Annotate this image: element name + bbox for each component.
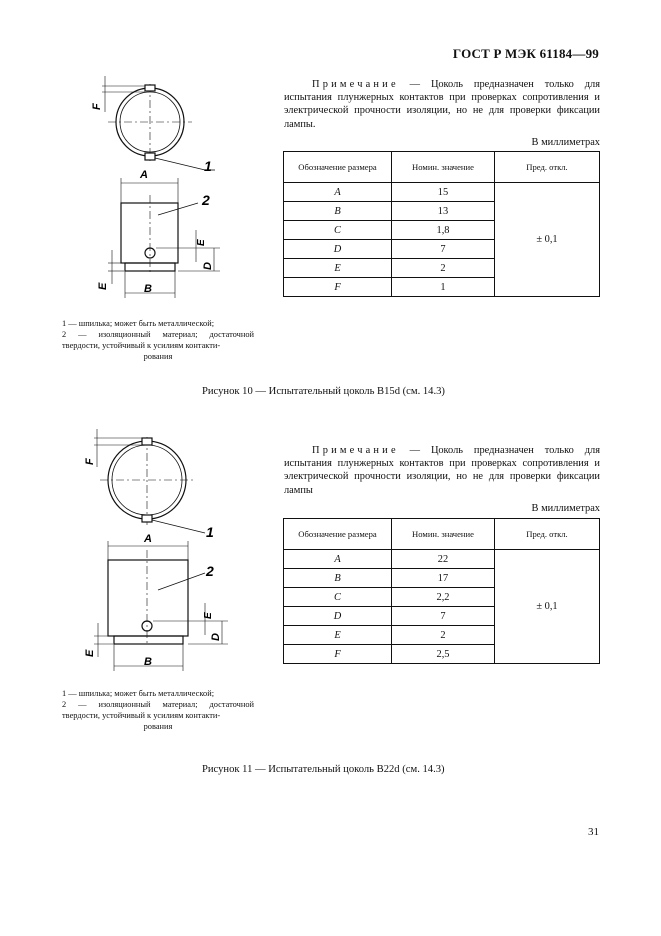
dim-F-label: F xyxy=(91,103,103,110)
col-header-tolerance: Пред. откл. xyxy=(495,152,600,183)
pin-bottom xyxy=(142,515,152,522)
row-value: 17 xyxy=(392,569,495,588)
base-body-side xyxy=(121,203,178,263)
dim-D-label: D xyxy=(202,262,214,270)
row-value: 7 xyxy=(392,607,495,626)
figure-10-note: Примечание — Цоколь предназначен только для испытания плунжерных контактов при проверках сопротивления и электрической прочности изоляции, но не для проверки фиксации лампы. xyxy=(284,79,600,130)
row-symbol: E xyxy=(284,259,392,278)
row-value: 13 xyxy=(392,202,495,221)
row-symbol: C xyxy=(284,588,392,607)
callout-1: 1 xyxy=(206,524,214,540)
dim-B-label: B xyxy=(144,656,152,668)
legend-item-1: 1 — шпилька; может быть металлической; xyxy=(62,319,215,328)
callout-2: 2 xyxy=(202,192,210,208)
row-value: 2 xyxy=(392,626,495,645)
col-header-symbol: Обозначение размера xyxy=(284,152,392,183)
tolerance-cell: ± 0,1 xyxy=(495,183,600,297)
figure-10-dimension-table xyxy=(283,151,600,297)
row-symbol: E xyxy=(284,626,392,645)
figure-11-caption: Рисунок 11 — Испытательный цоколь B22d (см. 14.3) xyxy=(202,764,445,775)
figure-11-note: Примечание — Цоколь предназначен только для испытания плунжерных контактов при проверках сопротивления и электрической прочности изоляции, но не для проверки фиксации лампы xyxy=(284,445,600,496)
row-symbol: D xyxy=(284,607,392,626)
legend-item-2-cont: рования xyxy=(143,722,173,731)
pin-top xyxy=(142,438,152,445)
row-value: 1,8 xyxy=(392,221,495,240)
pin-top xyxy=(145,85,155,91)
pin-bottom xyxy=(145,153,155,160)
row-value: 2,2 xyxy=(392,588,495,607)
table-row xyxy=(284,550,600,569)
dim-A-label: A xyxy=(144,533,152,545)
base-neck xyxy=(114,636,183,644)
row-value: 2 xyxy=(392,259,495,278)
legend-item-2-cont: рования xyxy=(143,352,173,361)
row-symbol: C xyxy=(284,221,392,240)
units-label: В миллиметрах xyxy=(531,503,600,514)
legend-item-2: 2 — изоляционный материал; достаточной твердости, устойчивый к усилиям контакти- xyxy=(62,330,254,350)
callout-1: 1 xyxy=(204,158,212,174)
table-row xyxy=(284,183,600,202)
col-header-nominal: Номин. значение xyxy=(392,152,495,183)
row-symbol: B xyxy=(284,202,392,221)
row-symbol: F xyxy=(284,278,392,297)
dim-F-label: F xyxy=(84,458,96,465)
col-header-tolerance: Пред. откл. xyxy=(495,519,600,550)
base-body-side xyxy=(108,560,188,636)
legend-item-2: 2 — изоляционный материал; достаточной твердости, устойчивый к усилиям контакти- xyxy=(62,700,254,720)
row-value: 22 xyxy=(392,550,495,569)
tolerance-cell: ± 0,1 xyxy=(495,550,600,664)
row-value: 15 xyxy=(392,183,495,202)
col-header-symbol: Обозначение размера xyxy=(284,519,392,550)
row-symbol: A xyxy=(284,183,392,202)
dim-E-label-upper: E xyxy=(203,612,214,619)
row-symbol: D xyxy=(284,240,392,259)
note-text: Цоколь предназначен только для испытания плунжерных контактов при проверках сопротивления и электрической прочности изоляции, но не для проверки фиксации лампы. xyxy=(284,79,600,130)
dim-A-label: A xyxy=(140,169,148,181)
row-symbol: B xyxy=(284,569,392,588)
note-text: Цоколь предназначен только для испытания плунжерных контактов при проверках сопротивления и электрической прочности изоляции, но не для проверки фиксации лампы xyxy=(284,445,600,496)
figure-10-legend xyxy=(62,318,254,362)
figure-11-dimension-table xyxy=(283,518,600,664)
row-symbol: A xyxy=(284,550,392,569)
standard-designation: ГОСТ Р МЭК 61184—99 xyxy=(452,46,599,61)
note-head: Примечание xyxy=(312,79,399,90)
dim-D-label: D xyxy=(210,633,222,641)
dim-B-label: B xyxy=(144,283,152,295)
dim-E-label: E xyxy=(84,649,96,657)
figure-10-caption: Рисунок 10 — Испытательный цоколь B15d (см. 14.3) xyxy=(202,386,445,397)
row-value: 7 xyxy=(392,240,495,259)
page-number: 31 xyxy=(588,826,599,838)
row-value: 2,5 xyxy=(392,645,495,664)
row-symbol: F xyxy=(284,645,392,664)
figure-11-legend xyxy=(62,688,254,732)
legend-item-1: 1 — шпилька; может быть металлической; xyxy=(62,689,215,698)
dim-E-label: E xyxy=(97,282,109,290)
units-label: В миллиметрах xyxy=(531,137,600,148)
dim-E-label-upper: E xyxy=(196,239,207,246)
col-header-nominal: Номин. значение xyxy=(392,519,495,550)
figure-11-drawing xyxy=(0,425,260,725)
callout-2: 2 xyxy=(206,563,214,579)
row-value: 1 xyxy=(392,278,495,297)
note-head: Примечание xyxy=(312,445,399,456)
